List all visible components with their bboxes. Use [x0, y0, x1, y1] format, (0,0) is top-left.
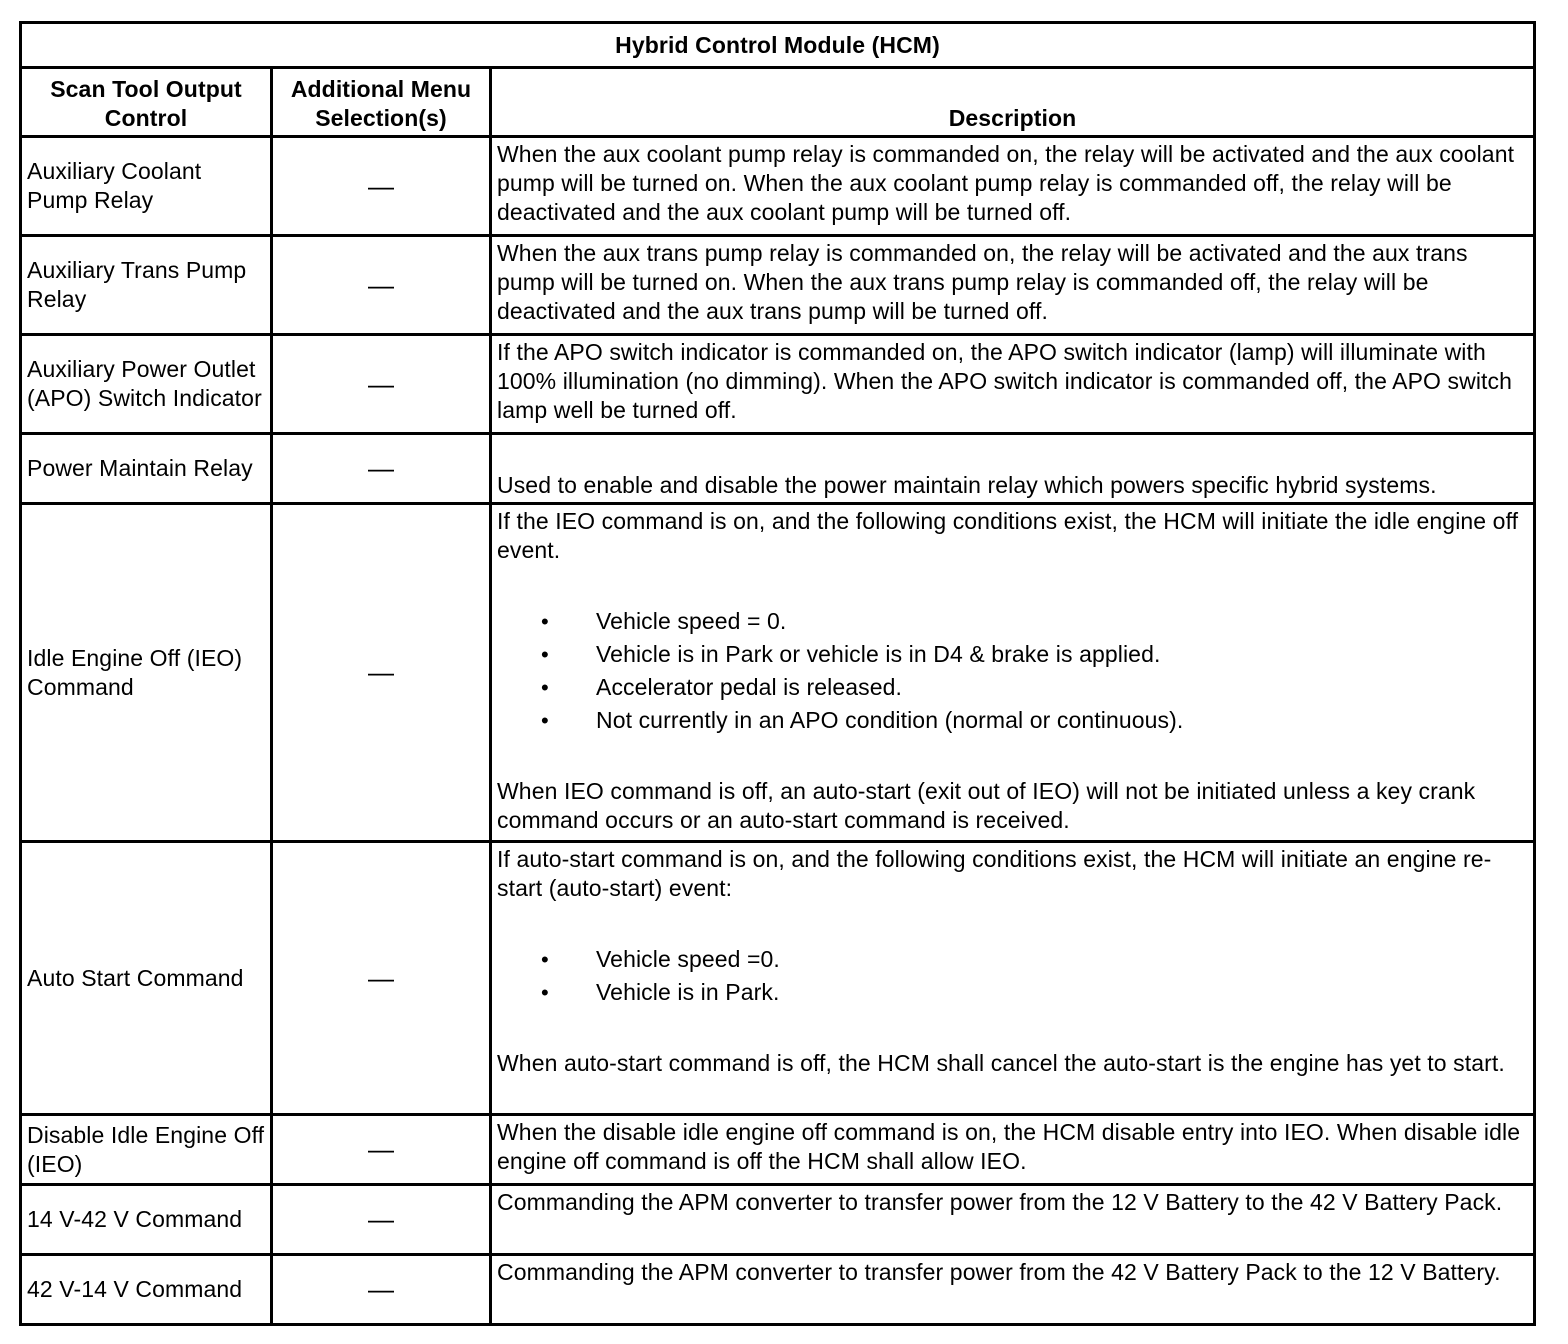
title-row [21, 23, 1535, 68]
control-cell: Power Maintain Relay [21, 434, 272, 504]
bullet-icon: • [541, 947, 549, 972]
header-row [21, 68, 1535, 137]
menu-cell: — [272, 434, 491, 504]
list-item: • Vehicle speed =0. [497, 943, 1528, 976]
description-cell: Commanding the APM converter to transfer power from the 42 V Battery Pack to the 12 V Battery. [491, 1255, 1535, 1325]
description-intro: If auto-start command is on, and the following conditions exist, the HCM will initiate an engine re-start (auto-start) event: [497, 846, 1492, 901]
control-cell: Auxiliary Power Outlet (APO) Switch Indicator [21, 335, 272, 434]
menu-cell: — [272, 1185, 491, 1255]
description-cell [491, 504, 1535, 842]
description-outro: When auto-start command is off, the HCM shall cancel the auto-start is the engine has yet to start. [497, 1050, 1505, 1076]
description-cell: Used to enable and disable the power maintain relay which powers specific hybrid systems. [491, 434, 1535, 504]
bullet-icon: • [541, 675, 549, 700]
hcm-output-control-table [19, 21, 1536, 1326]
header-description: Description [491, 68, 1535, 137]
list-item: • Vehicle is in Park. [497, 976, 1528, 1009]
menu-cell: — [272, 236, 491, 335]
menu-cell: — [272, 137, 491, 236]
table-row [21, 236, 1535, 335]
description-cell: If the APO switch indicator is commanded on, the APO switch indicator (lamp) will illuminate with 100% illumination (no dimming). When the APO switch indicator is commanded off, the APO switch lamp well be turned off. [491, 335, 1535, 434]
bullet-icon: • [541, 609, 549, 634]
control-cell: 14 V-42 V Command [21, 1185, 272, 1255]
menu-cell: — [272, 842, 491, 1115]
control-cell: Disable Idle Engine Off (IEO) [21, 1115, 272, 1185]
table-row [21, 504, 1535, 842]
bullet-icon: • [541, 708, 549, 733]
menu-cell: — [272, 504, 491, 842]
description-outro: When IEO command is off, an auto-start (exit out of IEO) will not be initiated unless a key crank command occurs or an auto-start command is received. [497, 778, 1476, 833]
description-cell: When the disable idle engine off command is on, the HCM disable entry into IEO. When disable idle engine off command is off the HCM shall allow IEO. [491, 1115, 1535, 1185]
description-cell: Commanding the APM converter to transfer power from the 12 V Battery to the 42 V Battery Pack. [491, 1185, 1535, 1255]
header-scan-tool-output-control: Scan Tool Output Control [21, 68, 272, 137]
table-row [21, 137, 1535, 236]
table-title: Hybrid Control Module (HCM) [21, 23, 1535, 68]
control-cell: Auxiliary Trans Pump Relay [21, 236, 272, 335]
description-cell: When the aux coolant pump relay is commanded on, the relay will be activated and the aux coolant pump will be turned on. When the aux coolant pump relay is commanded off, the relay will be deactivated and the aux coolant pump will be turned off. [491, 137, 1535, 236]
table-row [21, 842, 1535, 1115]
conditions-list [497, 943, 1528, 1009]
bullet-icon: • [541, 980, 549, 1005]
list-item: • Not currently in an APO condition (normal or continuous). [497, 704, 1528, 737]
menu-cell: — [272, 1255, 491, 1325]
table-row [21, 1115, 1535, 1185]
description-intro: If the IEO command is on, and the following conditions exist, the HCM will initiate the idle engine off event. [497, 508, 1519, 563]
table-row [21, 1185, 1535, 1255]
hcm-document [19, 21, 1533, 1326]
header-additional-menu-selections: Additional Menu Selection(s) [272, 68, 491, 137]
control-cell: 42 V-14 V Command [21, 1255, 272, 1325]
description-cell [491, 842, 1535, 1115]
control-cell: Auto Start Command [21, 842, 272, 1115]
description-cell: When the aux trans pump relay is commanded on, the relay will be activated and the aux trans pump will be turned on. When the aux trans pump relay is commanded off, the relay will be deactivated and the aux trans pump will be turned off. [491, 236, 1535, 335]
table-row [21, 434, 1535, 504]
list-item: • Vehicle speed = 0. [497, 605, 1528, 638]
bullet-icon: • [541, 642, 549, 667]
list-item: • Accelerator pedal is released. [497, 671, 1528, 704]
control-cell: Idle Engine Off (IEO) Command [21, 504, 272, 842]
control-cell: Auxiliary Coolant Pump Relay [21, 137, 272, 236]
conditions-list [497, 605, 1528, 737]
table-row [21, 1255, 1535, 1325]
list-item: • Vehicle is in Park or vehicle is in D4 & brake is applied. [497, 638, 1528, 671]
menu-cell: — [272, 335, 491, 434]
table-row [21, 335, 1535, 434]
menu-cell: — [272, 1115, 491, 1185]
